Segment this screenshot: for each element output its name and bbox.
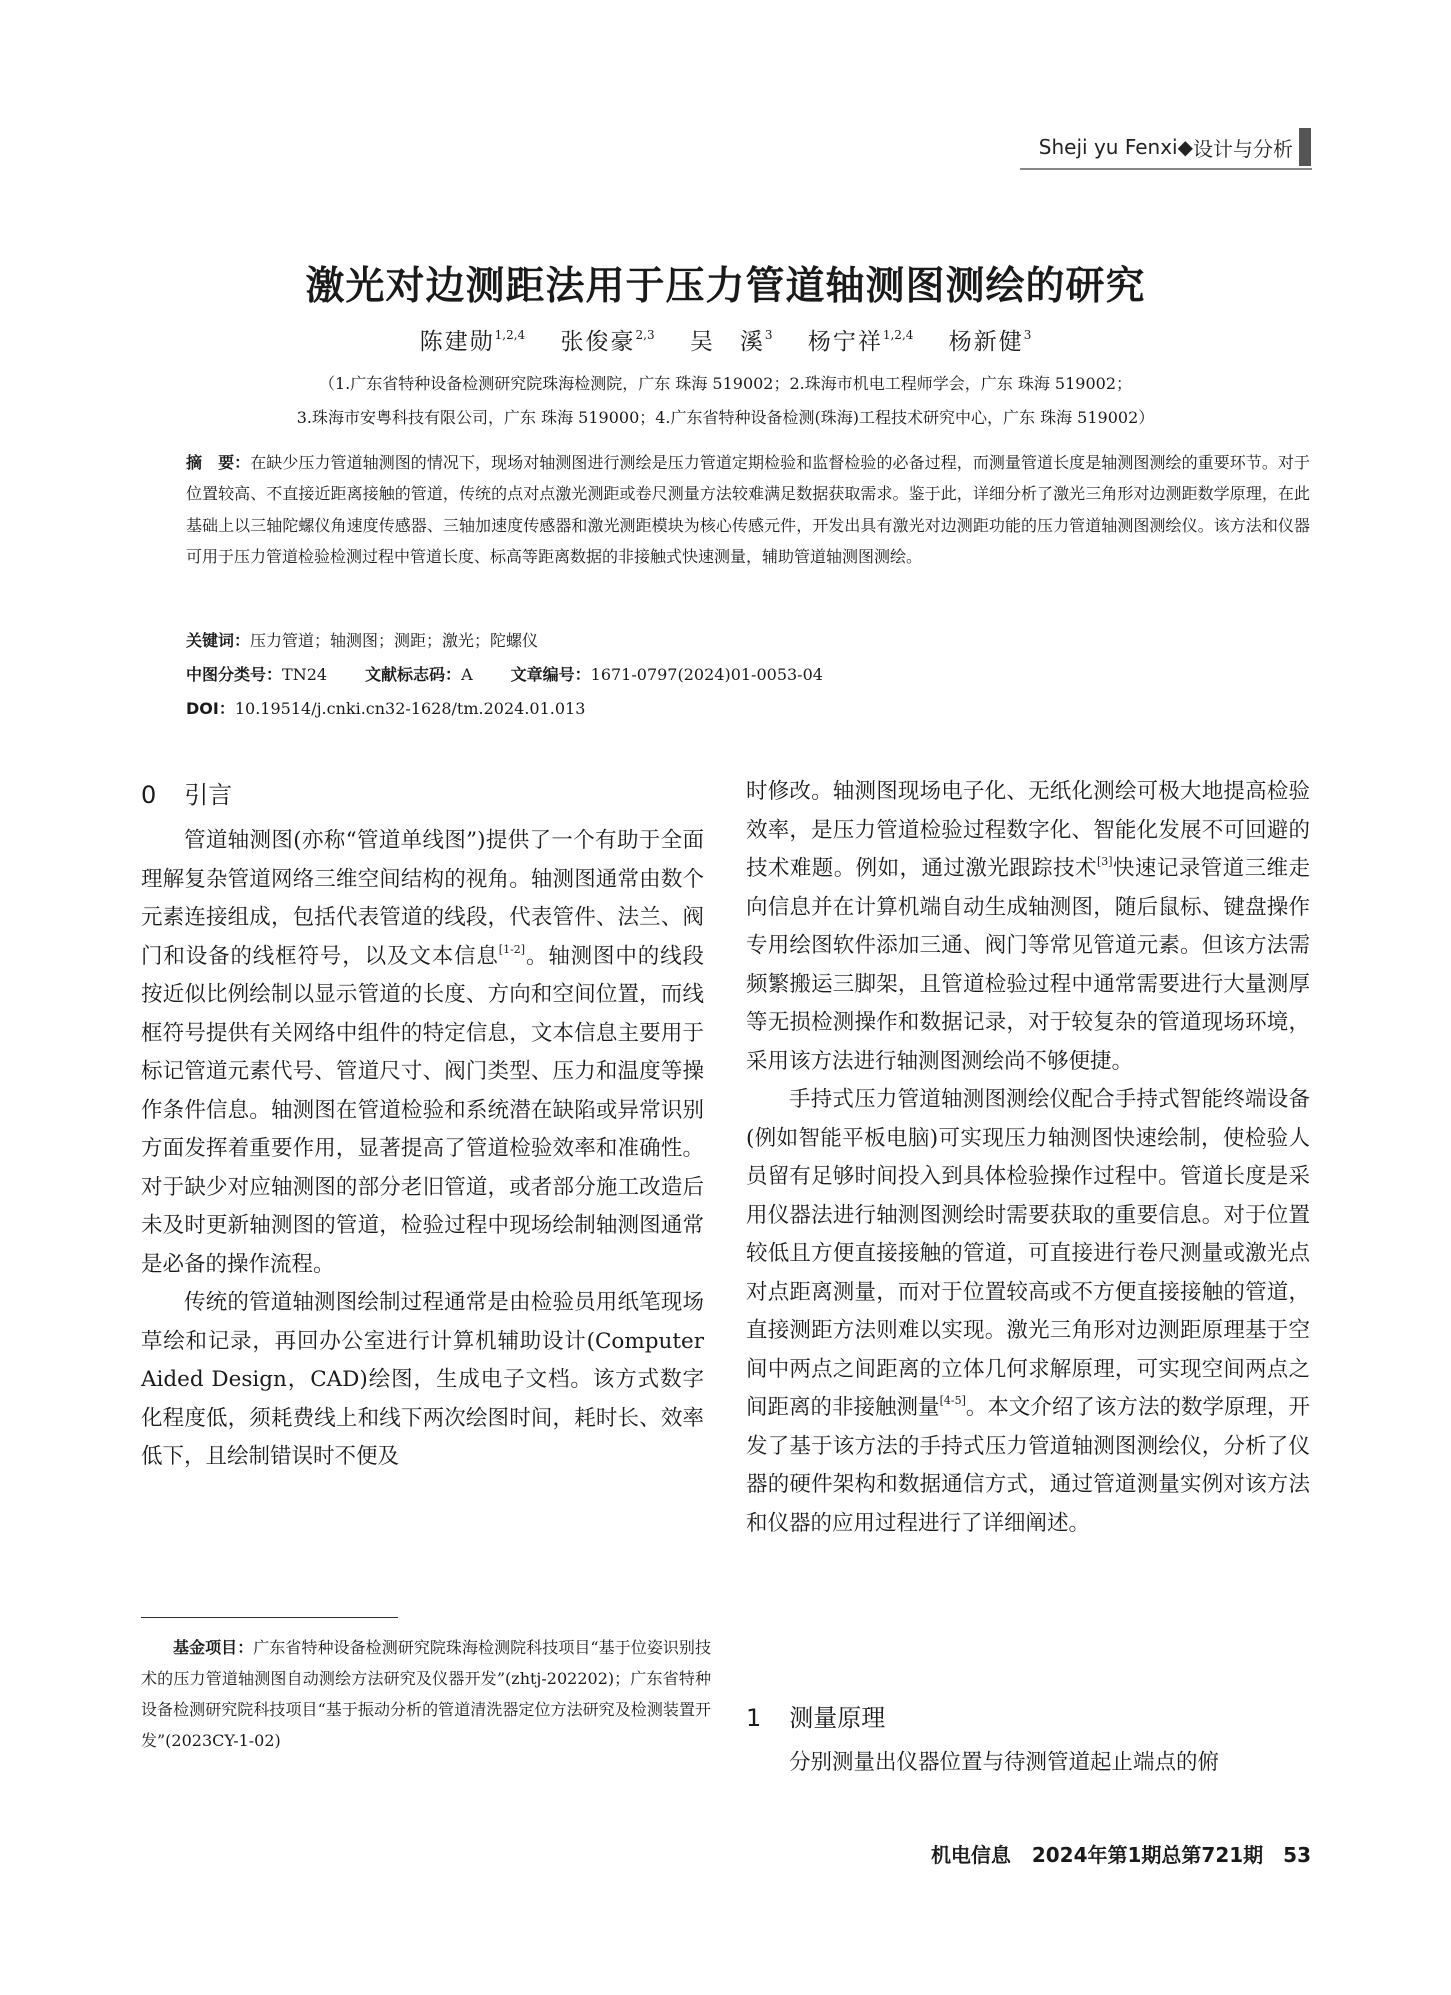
section-title: 引言 bbox=[184, 781, 233, 809]
classification-line bbox=[186, 662, 823, 685]
section-number: 0 bbox=[141, 781, 157, 809]
citation-ref[interactable]: [4-5] bbox=[939, 1394, 966, 1407]
keywords bbox=[186, 628, 538, 651]
keywords-text: 压力管道；轴测图；测距；激光；陀螺仪 bbox=[250, 631, 539, 650]
running-header bbox=[1039, 128, 1311, 166]
paragraph: 手持式压力管道轴测图测绘仪配合手持式智能终端设备(例如智能平板电脑)可实现压力轴测图快速绘制，使检验人员留有足够时间投入到具体检验操作过程中。管道长度是采用仪器法进行轴测图测绘时需要获取的重要信息。对于位置较低且方便直接接触的管道，可直接进行卷尺测量或激光点对点距离测量，而对于位置较高或不方便直接接触的管道，直接测距方法则难以实现。激光三角形对边测距原理基于空间中两点之间距离的立体几何求解原理，可实现空间两点之间距离的非接触测量[4-5]。本文介绍了该方法的数学原理，开发了基于该方法的手持式压力管道轴测图测绘仪，分析了仪器的硬件架构和数据通信方式，通过管道测量实例对该方法和仪器的应用过程进行了详细阐述。 bbox=[746, 1087, 1310, 1536]
affiliation-line: （1.广东省特种设备检测研究院珠海检测院，广东 珠海 519002；2.珠海市机电工程师学会，广东 珠海 519002； bbox=[318, 374, 1133, 393]
left-column bbox=[141, 822, 704, 1477]
author-name: 陈建勋 bbox=[419, 329, 495, 355]
section-title: 测量原理 bbox=[789, 1704, 886, 1732]
affiliation-line: 3.珠海市安粤科技有限公司，广东 珠海 519000；4.广东省特种设备检测(珠海)工程技术研究中心，广东 珠海 519002） bbox=[296, 408, 1155, 427]
right-column-section1 bbox=[746, 1744, 1310, 1783]
clc-value: TN24 bbox=[282, 665, 328, 684]
author-affiliation-mark: 3 bbox=[1023, 328, 1032, 342]
footnote-rule bbox=[141, 1617, 398, 1618]
author-name: 张俊豪 bbox=[560, 329, 636, 355]
article-number-label: 文章编号： bbox=[510, 665, 591, 684]
paragraph: 分别测量出仪器位置与待测管道起止端点的俯 bbox=[789, 1750, 1220, 1775]
clc-label: 中图分类号： bbox=[186, 665, 283, 684]
author bbox=[949, 329, 1032, 355]
doc-code-value: A bbox=[461, 665, 473, 684]
author-affiliation-mark: 1,2,4 bbox=[882, 328, 914, 342]
header-rule bbox=[1020, 168, 1312, 170]
header-bar-decoration bbox=[1299, 128, 1311, 166]
page-number: 53 bbox=[1283, 1843, 1311, 1867]
right-column bbox=[746, 773, 1310, 1543]
column-pinyin: Sheji yu Fenxi bbox=[1038, 135, 1178, 159]
paper-title: 激光对边测距法用于压力管道轴测图测绘的研究 bbox=[305, 264, 1146, 309]
doi-label: DOI： bbox=[186, 699, 235, 718]
doi-value: 10.19514/j.cnki.cn32-1628/tm.2024.01.013 bbox=[234, 699, 586, 718]
citation-ref[interactable]: [3] bbox=[1096, 855, 1113, 868]
author-name: 杨新健 bbox=[948, 329, 1024, 355]
author bbox=[690, 329, 773, 355]
author-name: 杨宁祥 bbox=[807, 329, 883, 355]
author bbox=[420, 329, 526, 355]
footnote-label: 基金项目： bbox=[173, 1638, 254, 1657]
doc-code-label: 文献标志码： bbox=[365, 665, 462, 684]
author-list bbox=[0, 323, 1451, 356]
abstract-text: 在缺少压力管道轴测图的情况下，现场对轴测图进行测绘是压力管道定期检验和监督检验的必备过程，而测量管道长度是轴测图测绘的重要环节。对于位置较高、不直接近距离接触的管道，传统的点对点激光测距或卷尺测量方法较难满足数据获取需求。鉴于此，详细分析了激光三角形对边测距数学原理，在此基础上以三轴陀螺仪角速度传感器、三轴加速度传感器和激光测距模块为核心传感元件，开发出具有激光对边测距功能的压力管道轴测图测绘仪。该方法和仪器可用于压力管道检验检测过程中管道长度、标高等距离数据的非接触式快速测量，辅助管道轴测图测绘。 bbox=[186, 453, 1310, 566]
section-heading-principle bbox=[746, 1698, 885, 1733]
author-name: 吴 溪 bbox=[689, 329, 765, 355]
section-number: 1 bbox=[746, 1704, 762, 1732]
citation-ref[interactable]: [1-2] bbox=[498, 942, 526, 956]
abstract-label: 摘 要： bbox=[186, 453, 251, 472]
article-number-value: 1671-0797(2024)01-0053-04 bbox=[590, 665, 823, 684]
doi-line bbox=[186, 696, 585, 719]
funding-footnote bbox=[141, 1632, 711, 1756]
page-footer bbox=[931, 1839, 1311, 1868]
paragraph: 管道轴测图(亦称“管道单线图”)提供了一个有助于全面理解复杂管道网络三维空间结构的视角。轴测图通常由数个元素连接组成，包括代表管道的线段，代表管件、法兰、阀门和设备的线框符号，以及文本信息[1-2]。轴测图中的线段按近似比例绘制以显示管道的长度、方向和空间位置，而线框符号提供有关网络中组件的特定信息，文本信息主要用于标记管道元素代号、管道尺寸、阀门类型、压力和温度等操作条件信息。轴测图在管道检验和系统潜在缺陷或异常识别方面发挥着重要作用，显著提高了管道检验效率和准确性。对于缺少对应轴测图的部分老旧管道，或者部分施工改造后未及时更新轴测图的管道，检验过程中现场绘制轴测图通常是必备的操作流程。 bbox=[141, 828, 704, 1277]
journal-name: 机电信息 bbox=[930, 1843, 1011, 1867]
author-affiliation-mark: 1,2,4 bbox=[494, 328, 526, 342]
column-name: 设计与分析 bbox=[1193, 136, 1293, 161]
author-affiliation-mark: 2,3 bbox=[635, 328, 655, 342]
paragraph-continued: 时修改。轴测图现场电子化、无纸化测绘可极大地提高检验效率，是压力管道检验过程数字化、智能化发展不可回避的技术难题。例如，通过激光跟踪技术[3]快速记录管道三维走向信息并在计算机端自动生成轴测图，随后鼠标、键盘操作专用绘图软件添加三通、阀门等常见管道元素。但该方法需频繁搬运三脚架，且管道检验过程中通常需要进行大量测厚等无损检测操作和数据记录，对于较复杂的管道现场环境，采用该方法进行轴测图测绘尚不够便捷。 bbox=[746, 779, 1310, 1074]
section-heading-introduction bbox=[141, 775, 232, 810]
paragraph: 传统的管道轴测图绘制过程通常是由检验员用纸笔现场草绘和记录，再回办公室进行计算机辅助设计(Computer Aided Design，CAD)绘图，生成电子文档。该方式数字化程度低，须耗费线上和线下两次绘图时间，耗时长、效率低下，且绘制错误时不便及 bbox=[141, 1290, 704, 1469]
abstract bbox=[186, 447, 1310, 572]
keywords-label: 关键词： bbox=[186, 631, 251, 650]
author bbox=[561, 329, 655, 355]
footnote-text: 广东省特种设备检测研究院珠海检测院科技项目“基于位姿识别技术的压力管道轴测图自动测绘方法研究及仪器开发”(zhtj-202202)；广东省特种设备检测研究院科技项目“基于振动分析的管道清洗器定位方法研究及检测装置开发”(2023CY-1-02) bbox=[141, 1638, 711, 1750]
author bbox=[808, 329, 914, 355]
author-affiliation-mark: 3 bbox=[764, 328, 773, 342]
diamond-icon: ◆ bbox=[1177, 135, 1193, 159]
issue-info: 2024年第1期总第721期 bbox=[1031, 1843, 1264, 1867]
